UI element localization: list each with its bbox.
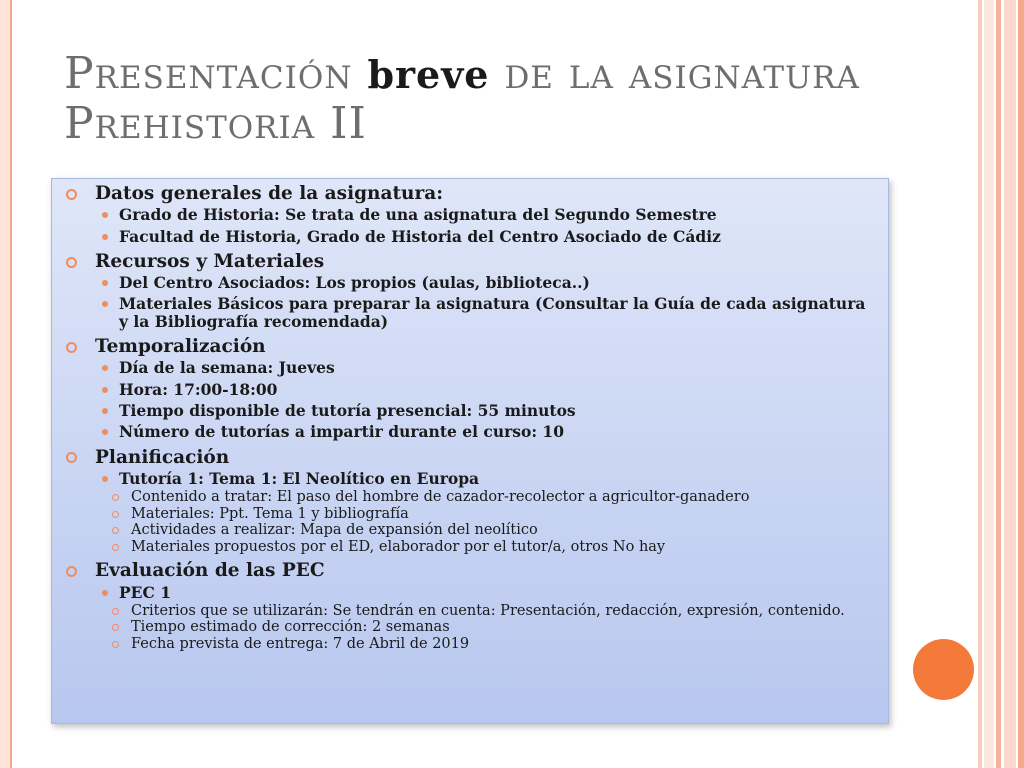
bullet-row [102,228,878,245]
slide-title-line-2: Prehistoria II [64,98,367,149]
slide-title [64,48,964,149]
bullet-row [102,274,878,291]
bullet-row [102,206,878,223]
sub-item [112,540,878,555]
small-ring-bullet-icon [112,624,119,631]
bullet-row [102,295,878,330]
bullet-item [102,584,878,652]
dot-bullet-icon [102,280,108,286]
section-row [66,251,878,273]
ring-bullet-icon [66,189,77,200]
section-heading: Temporalización [95,336,266,358]
small-ring-bullet-icon [112,641,119,648]
section-heading: Datos generales de la asignatura: [95,183,444,204]
section-items [66,274,878,330]
bullet-row [102,470,878,487]
bullet-row [102,381,878,398]
bullet-item [102,228,878,245]
bullet-text: Grado de Historia: Se trata de una asignatura del Segundo Semestre [119,205,717,225]
bullet-text: Materiales Básicos para preparar la asignatura (Consultar la Guía de cada asignatura y la Bibliografía recomendada) [119,294,866,331]
bullet-item [102,423,878,440]
sub-items [102,490,878,554]
small-ring-bullet-icon [112,494,119,501]
bullet-item [102,470,878,554]
section-item [66,336,878,441]
left-decorative-bar [0,0,12,768]
small-ring-bullet-icon [112,527,119,534]
sub-item-text: Contenido a tratar: El paso del hombre de cazador-recolector a agricultor-ganadero [131,489,750,506]
small-ring-bullet-icon [112,544,119,551]
section-item [66,560,878,651]
dot-bullet-icon [102,429,108,435]
dot-bullet-icon [102,365,108,371]
section-heading: Planificación [95,446,230,468]
bullet-row [102,402,878,419]
slide-title-bold-word: breve [367,52,490,97]
content-box [51,178,889,724]
bullet-text: Hora: 17:00-18:00 [119,379,278,399]
small-ring-bullet-icon [112,511,119,518]
sub-item [112,507,878,522]
ring-bullet-icon [66,257,77,268]
section-items [66,584,878,652]
section-row [66,336,878,358]
sub-item [112,620,878,635]
dot-bullet-icon [102,212,108,218]
sub-items [102,604,878,652]
section-item [66,183,878,245]
dot-bullet-icon [102,234,108,240]
bullet-row [102,584,878,601]
sub-item-text: Materiales: Ppt. Tema 1 y bibliografía [131,505,409,522]
sub-item [112,490,878,505]
bullet-item [102,295,878,330]
sub-item-text: Materiales propuestos por el ED, elaborador por el tutor/a, otros No hay [131,538,666,555]
section-heading: Recursos y Materiales [95,250,325,272]
bullet-text: Facultad de Historia, Grado de Historia del Centro Asociado de Cádiz [119,226,721,246]
small-ring-bullet-icon [112,608,119,615]
bullet-item [102,381,878,398]
section-items [66,206,878,245]
dot-bullet-icon [102,387,108,393]
sub-item [112,523,878,538]
bullet-row [102,359,878,376]
ring-bullet-icon [66,566,77,577]
dot-bullet-icon [102,408,108,414]
bullet-text: Número de tutorías a impartir durante el curso: 10 [119,422,565,442]
sub-item [112,637,878,652]
bullet-item [102,274,878,291]
ring-bullet-icon [66,342,77,353]
section-items [66,470,878,554]
bullet-text: Tutoría 1: Tema 1: El Neolítico en Europa [119,468,480,488]
bullet-text: Del Centro Asociados: Los propios (aulas, biblioteca..) [119,273,590,293]
bullet-text: Tiempo disponible de tutoría presencial: 55 minutos [119,401,576,421]
dot-bullet-icon [102,301,108,307]
bullet-row [102,423,878,440]
section-item [66,251,878,330]
slide-title-line-1: Presentación breve de la asignatura [64,48,860,99]
sections-list [66,183,878,657]
sub-item-text: Actividades a realizar: Mapa de expansión del neolítico [131,522,538,539]
orange-decorative-circle [913,639,974,700]
dot-bullet-icon [102,590,108,596]
section-row [66,183,878,205]
sub-item-text: Fecha prevista de entrega: 7 de Abril de 2019 [131,635,470,652]
section-row [66,560,878,582]
bullet-item [102,359,878,376]
sub-item [112,604,878,619]
sub-item-text: Tiempo estimado de corrección: 2 semanas [131,619,450,636]
ring-bullet-icon [66,452,77,463]
right-decorative-stripes [978,0,1024,768]
bullet-text: Día de la semana: Jueves [119,358,335,378]
dot-bullet-icon [102,476,108,482]
section-row [66,447,878,469]
bullet-item [102,206,878,223]
sub-item-text: Criterios que se utilizarán: Se tendrán en cuenta: Presentación, redacción, expresión, contenido. [131,602,845,619]
section-item [66,447,878,555]
section-heading: Evaluación de las PEC [95,560,325,582]
bullet-text: PEC 1 [119,582,171,602]
section-items [66,359,878,440]
bullet-item [102,402,878,419]
